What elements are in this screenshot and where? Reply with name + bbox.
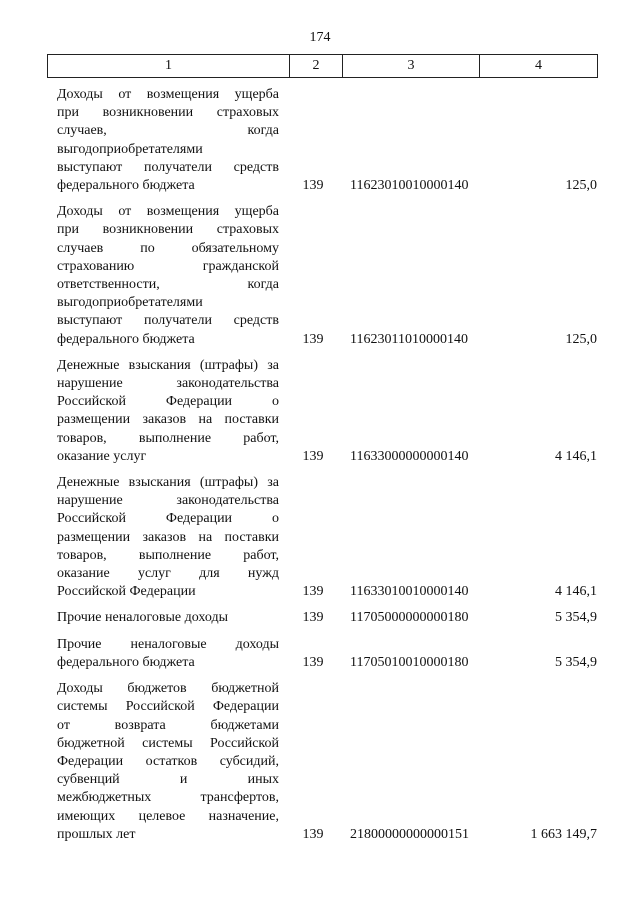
row-description	[57, 680, 279, 844]
row-admin-code: 139	[302, 331, 324, 347]
row-amount: 125,0	[565, 331, 597, 347]
description-line: Доходы бюджетов бюджетной	[57, 681, 279, 697]
description-line: федерального бюджета	[57, 331, 195, 347]
description-line: Денежные взыскания (штрафы) за	[57, 357, 279, 373]
header-col-1: 1	[48, 55, 290, 77]
row-admin-code: 139	[302, 448, 324, 464]
description-line: нарушение законодательства	[57, 376, 279, 392]
description-line: от возврата бюджетами	[57, 717, 279, 733]
description-line: федерального бюджета	[57, 654, 195, 670]
description-line: оказание услуг для нужд	[57, 566, 279, 582]
description-line: выгодоприобретателями	[57, 141, 203, 157]
row-amount: 5 354,9	[555, 610, 597, 626]
row-amount: 4 146,1	[555, 584, 597, 600]
description-line: Доходы от возмещения ущерба	[57, 204, 279, 220]
row-classification-code: 11623011010000140	[350, 331, 468, 347]
description-line: Прочие неналоговые доходы	[57, 636, 279, 652]
header-col-3: 3	[343, 55, 480, 77]
table-row	[57, 636, 597, 672]
table-body	[57, 86, 597, 852]
description-line: оказание услуг	[57, 448, 147, 464]
row-description	[57, 474, 279, 601]
table-header	[47, 54, 598, 78]
description-line: Российской Федерации	[57, 584, 196, 600]
description-line: прошлых лет	[57, 826, 136, 842]
table-row	[57, 357, 597, 466]
row-classification-code: 11633010010000140	[350, 584, 469, 600]
description-line: товаров, выполнение работ,	[57, 430, 279, 446]
description-line: выгодоприобретателями	[57, 295, 203, 311]
row-admin-code: 139	[302, 178, 324, 194]
row-amount: 4 146,1	[555, 448, 597, 464]
description-line: бюджетной системы Российской	[57, 735, 279, 751]
row-classification-code: 11633000000000140	[350, 448, 469, 464]
table-row	[57, 86, 597, 195]
description-line: при возникновении страховых	[57, 222, 279, 238]
description-line: Прочие неналоговые доходы	[57, 610, 229, 626]
table-row	[57, 680, 597, 844]
row-admin-code: 139	[302, 654, 324, 670]
row-description	[57, 609, 279, 627]
description-line: страхованию гражданской	[57, 258, 279, 274]
description-line: размещении заказов на поставки	[57, 529, 279, 545]
table-row	[57, 203, 597, 349]
description-line: выступают получатели средств	[57, 159, 279, 175]
row-admin-code: 139	[302, 584, 324, 600]
description-line: имеющих целевое назначение,	[57, 808, 279, 824]
row-amount: 125,0	[565, 178, 597, 194]
table-row	[57, 474, 597, 601]
description-line: межбюджетных трансфертов,	[57, 790, 279, 806]
description-line: случаев, когда	[57, 123, 279, 139]
table-row	[57, 609, 597, 627]
description-line: ответственности, когда	[57, 277, 279, 293]
description-line: Денежные взыскания (штрафы) за	[57, 475, 279, 491]
description-line: выступают получатели средств	[57, 313, 279, 329]
description-line: Доходы от возмещения ущерба	[57, 87, 279, 102]
row-classification-code: 11623010010000140	[350, 178, 469, 194]
row-description	[57, 86, 279, 195]
description-line: при возникновении страховых	[57, 105, 279, 121]
row-description	[57, 636, 279, 672]
description-line: Российской Федерации о	[57, 394, 279, 410]
row-amount: 5 354,9	[555, 654, 597, 670]
header-col-2: 2	[290, 55, 343, 77]
description-line: федерального бюджета	[57, 178, 195, 194]
header-col-4: 4	[535, 58, 542, 73]
description-line: Российской Федерации о	[57, 511, 279, 527]
row-description	[57, 357, 279, 466]
description-line: нарушение законодательства	[57, 493, 279, 509]
description-line: Федерации остатков субсидий,	[57, 753, 279, 769]
description-line: субвенций и иных	[57, 772, 279, 788]
description-line: размещении заказов на поставки	[57, 412, 279, 428]
row-classification-code: 11705010010000180	[350, 654, 469, 670]
row-description	[57, 203, 279, 349]
description-line: случаев по обязательному	[57, 240, 279, 256]
page-number: 174	[309, 30, 331, 45]
row-amount: 1 663 149,7	[530, 826, 597, 842]
row-classification-code: 21800000000000151	[350, 826, 469, 842]
row-classification-code: 11705000000000180	[350, 610, 469, 626]
description-line: системы Российской Федерации	[57, 699, 279, 715]
row-admin-code: 139	[302, 610, 324, 626]
row-admin-code: 139	[302, 826, 324, 842]
description-line: товаров, выполнение работ,	[57, 547, 279, 563]
